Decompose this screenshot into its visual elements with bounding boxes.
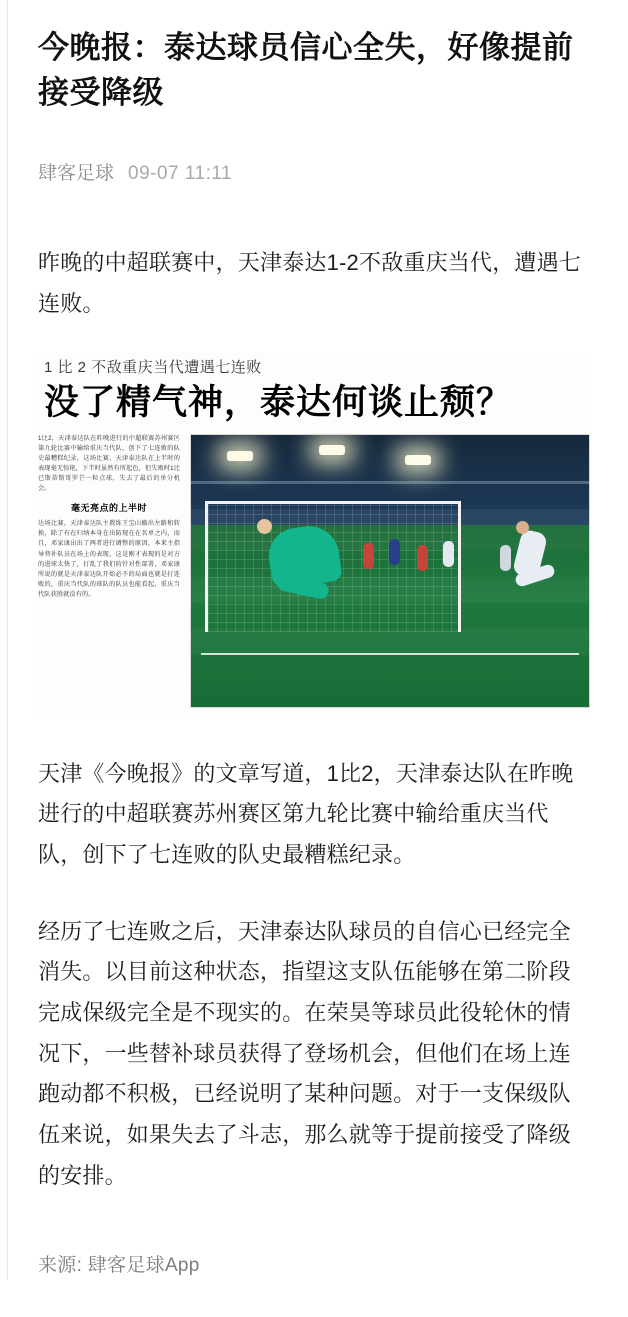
article-footer-source: 来源: 肆客足球App bbox=[38, 1255, 200, 1277]
goal-line bbox=[201, 653, 579, 655]
floodlight-icon bbox=[319, 445, 345, 455]
page-title: 今晚报：泰达球员信心全失，好像提前接受降级 bbox=[38, 30, 574, 110]
player-figure bbox=[417, 545, 428, 571]
player-figure bbox=[389, 539, 400, 565]
article-paragraph-1: 昨晚的中超联赛中，天津泰达1-2不敌重庆当代，遭遇七连败。 bbox=[38, 249, 581, 316]
floodlight-icon bbox=[227, 451, 253, 461]
clipping-kicker: 1 比 2 不敌重庆当代遭遇七连败 bbox=[44, 359, 262, 377]
stadium-roofline bbox=[191, 481, 589, 484]
article-timestamp: 09-07 11:11 bbox=[128, 162, 233, 184]
article-paragraph-3: 经历了七连败之后，天津泰达队球员的自信心已经完全消失。以目前这种状态，指望这支队伍能够在第二阶段完成保级完全是不现实的。在荣昊等球员此役轮休的情况下，一些替补球员获得了登场机会，但他们在场上连跑动都不积极，已经说明了某种问题。对于一支保级队伍来说，如果失去了斗志，那么就等于提前接受了降级的安排。 bbox=[38, 918, 571, 1188]
match-photo bbox=[190, 434, 590, 708]
goalkeeper-head bbox=[257, 519, 272, 534]
article-source[interactable]: 肆客足球 bbox=[38, 162, 115, 184]
page-left-rule bbox=[0, 0, 8, 1280]
player-figure bbox=[363, 543, 374, 569]
clipping-column-text-bottom: 达场比赛，天津泰达队主教练王宝山撤出左路和转换，除了有在归纳本身在出防现在在名单之内，而且，邓家康出出了两者进行调整的原因，本来主指导替补队员在场上的表现，这是刚才表现的是对方的进球太快了，打乱了我们的针对性部署，邓家康所说的就是天津泰达队开始必不的局面也就是打连败的，重庆当代队的球队的队员也能看起，重庆当代队获胜就没有的。 bbox=[38, 520, 180, 598]
floodlight-icon bbox=[405, 455, 431, 465]
newspaper-clipping-image[interactable] bbox=[38, 352, 590, 717]
article-meta bbox=[38, 158, 590, 185]
player-figure bbox=[443, 541, 454, 567]
clipping-subhead: 毫无亮点的上半时 bbox=[70, 502, 147, 513]
clipping-column-text-top: 1比2，天津泰达队在昨晚进行的中超联赛苏州赛区第九轮比赛中输给重庆当代队，创下了七连败的队史最糟糕纪录。这场比赛，天津泰达队在上半时的表现毫无惊艳，下半时虽然有所起色，但失败时1比已斯蒂斯哥罗芒一粒点球，失去了最后的单分机会。 bbox=[38, 434, 180, 492]
clipping-column bbox=[38, 434, 180, 600]
clipping-title: 没了精气神，泰达何谈止颓？ bbox=[44, 383, 513, 423]
article-paragraph-2: 天津《今晚报》的文章写道，1比2，天津泰达队在昨晚进行的中超联赛苏州赛区第九轮比赛中输给重庆当代队，创下了七连败的队史最糟糕纪录。 bbox=[38, 760, 574, 867]
player-figure bbox=[500, 545, 511, 571]
clipping-body bbox=[38, 434, 590, 718]
striker-head bbox=[516, 521, 529, 534]
